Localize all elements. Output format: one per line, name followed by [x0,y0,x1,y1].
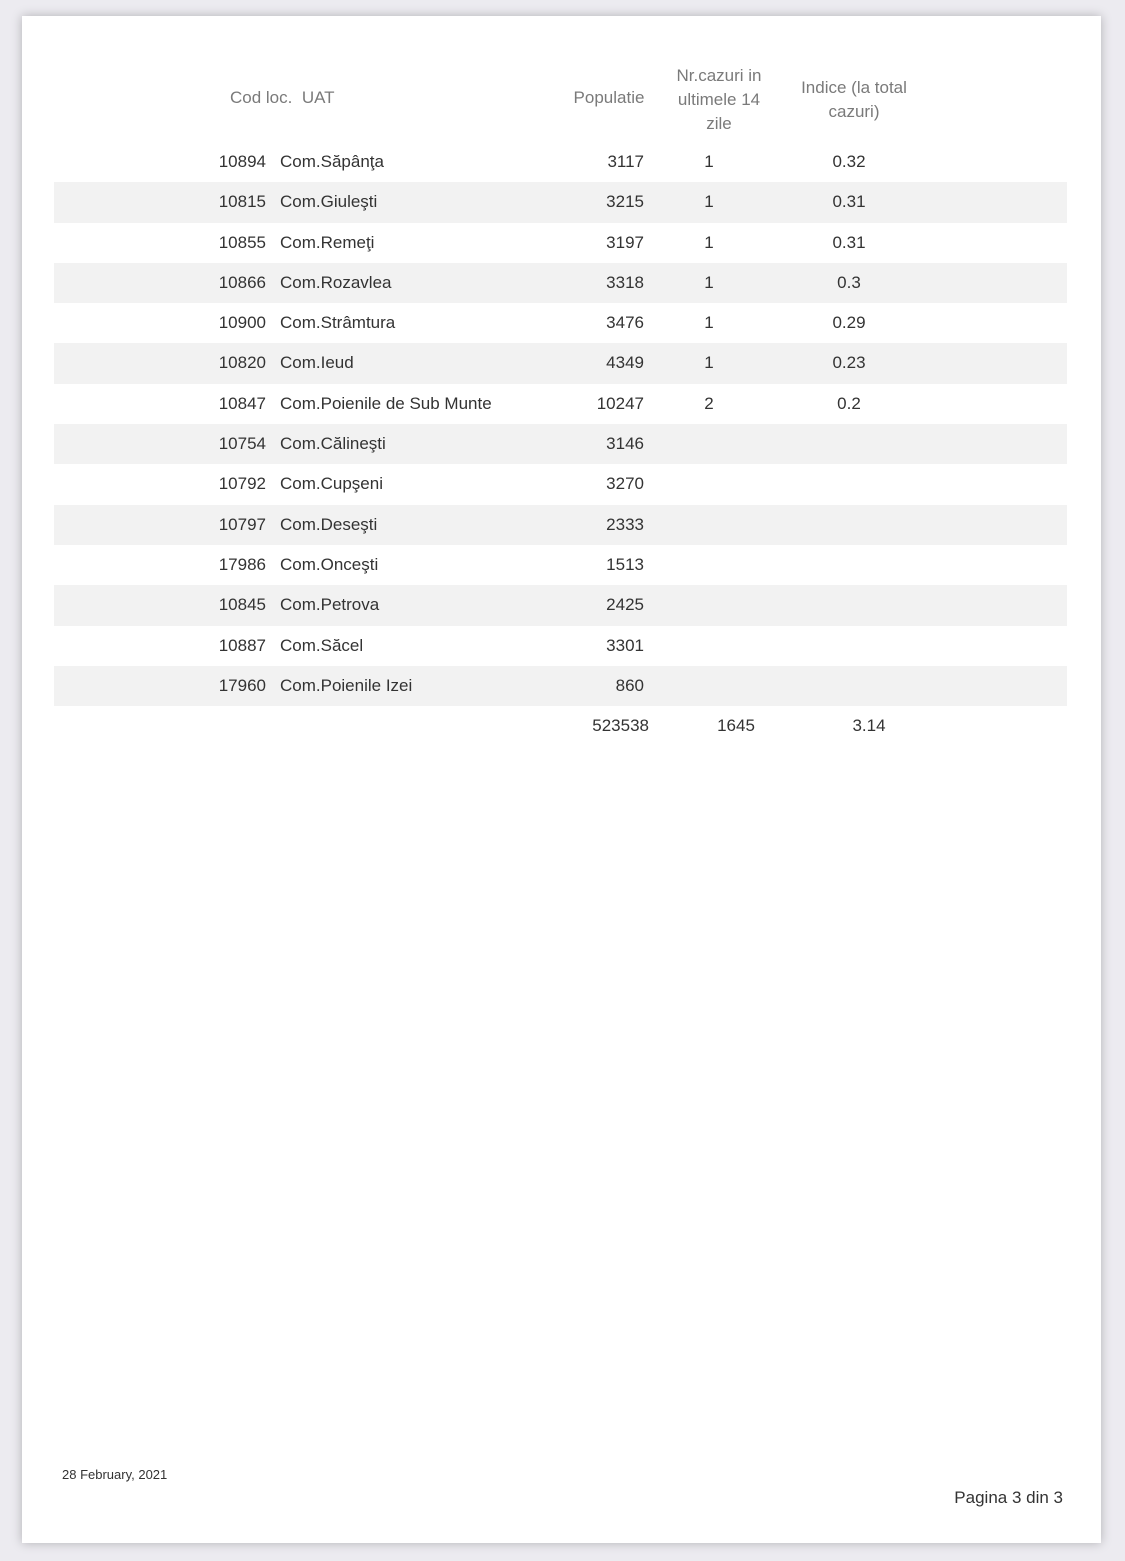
cell-index: 0.23 [832,353,866,373]
cell-name: Com.Strâmtura [280,313,396,333]
cell-index: 0.29 [832,313,866,333]
table-row [54,263,1067,303]
cell-population: 3318 [606,272,644,292]
header-index-line1: Indice (la total [801,78,907,97]
cell-code: 10894 [218,152,266,171]
cell-population: 860 [615,675,644,695]
cell-code: 17986 [218,554,266,574]
cell-name: Com.Săpânţa [280,152,384,171]
cell-name: Com.Giuleşti [280,192,378,212]
cell-population: 1513 [606,554,644,574]
cell-name: Com.Onceşti [280,554,379,574]
table-row [54,505,1067,545]
cell-cases [694,666,724,706]
cell-name: Com.Săcel [280,635,364,655]
header-index-line2: cazuri) [828,102,880,121]
table-row [54,464,1067,504]
cell-cases [694,585,724,625]
cell-index: 0.2 [837,393,861,413]
cell-index [824,464,874,504]
cell-index: 0.3 [837,272,861,292]
cell-name: Com.Poienile Izei [280,675,413,695]
total-cases: 1645 [717,716,755,735]
cell-population: 4349 [606,353,644,373]
cell-code: 17960 [218,675,266,695]
cell-cases [694,545,724,585]
footer-date: 28 February, 2021 [62,1467,168,1482]
cell-cases: 1 [704,353,714,373]
header-index [784,76,924,124]
cell-code: 10815 [218,192,266,212]
cell-name: Com.Cupşeni [280,474,383,494]
header-cases [662,64,776,136]
cell-population: 3117 [607,152,644,171]
cell-population: 2333 [606,514,644,534]
cell-code: 10792 [218,474,266,494]
cell-population: 2425 [606,595,644,615]
cell-cases [694,464,724,504]
cell-index [824,585,874,625]
cell-cases: 2 [704,393,714,413]
cell-index: 0.31 [832,192,866,212]
cell-name: Com.Ieud [280,353,354,373]
table-row [54,424,1067,464]
header-population: Populatie [573,88,645,107]
cell-code: 10847 [218,393,266,413]
cell-name: Com.Rozavlea [280,272,392,292]
table-row [54,223,1067,263]
table-row [54,303,1067,343]
cell-name: Com.Călineşti [280,434,386,454]
cell-code: 10900 [218,313,266,333]
header-cases-line3: zile [706,114,732,133]
cell-cases [694,505,724,545]
cell-cases: 1 [704,192,714,212]
cell-name: Com.Remeţi [280,232,375,252]
cell-population: 3476 [606,313,644,333]
cell-index [824,545,874,585]
cell-cases: 1 [704,272,714,292]
cell-population: 10247 [596,393,644,413]
cell-index [824,626,874,666]
cell-index: 0.32 [832,152,866,171]
cell-index: 0.31 [832,232,866,252]
cell-index [824,666,874,706]
cell-cases: 1 [704,313,714,333]
table-row [54,142,1067,182]
header-cases-line1: Nr.cazuri in [676,66,762,85]
totals-row [54,706,1067,746]
header-code: Cod loc. [230,88,293,107]
cell-population: 3270 [606,474,644,494]
table-body [54,142,1067,706]
cell-cases [694,626,724,666]
total-index: 3.14 [852,716,886,735]
cell-code: 10797 [218,514,266,534]
cell-name: Com.Poienile de Sub Munte [280,393,492,413]
cell-population: 3215 [606,192,644,212]
page-number: Pagina 3 din 3 [954,1488,1063,1507]
header-cases-line2: ultimele 14 [677,90,761,109]
cell-index [824,505,874,545]
cell-population: 3301 [606,635,644,655]
cell-index [824,424,874,464]
cell-cases: 1 [704,232,714,252]
cell-population: 3146 [606,434,644,454]
table-row [54,182,1067,222]
header-uat: UAT [301,88,335,107]
table-row [54,384,1067,424]
table-row [54,666,1067,706]
cell-cases [694,424,724,464]
cell-code: 10754 [218,434,266,454]
total-population: 523538 [592,716,649,735]
cell-cases: 1 [704,152,714,171]
cell-name: Com.Deseşti [280,514,378,534]
cell-code: 10866 [218,272,266,292]
table-row [54,626,1067,666]
cell-code: 10855 [218,232,266,252]
document-page [22,16,1101,1543]
table-row [54,343,1067,383]
cell-code: 10845 [218,595,266,615]
cell-population: 3197 [606,232,644,252]
cell-code: 10887 [218,635,266,655]
header-code-uat [230,86,340,110]
table-row [54,585,1067,625]
table-row [54,545,1067,585]
cell-code: 10820 [218,353,266,373]
cell-name: Com.Petrova [280,595,380,615]
